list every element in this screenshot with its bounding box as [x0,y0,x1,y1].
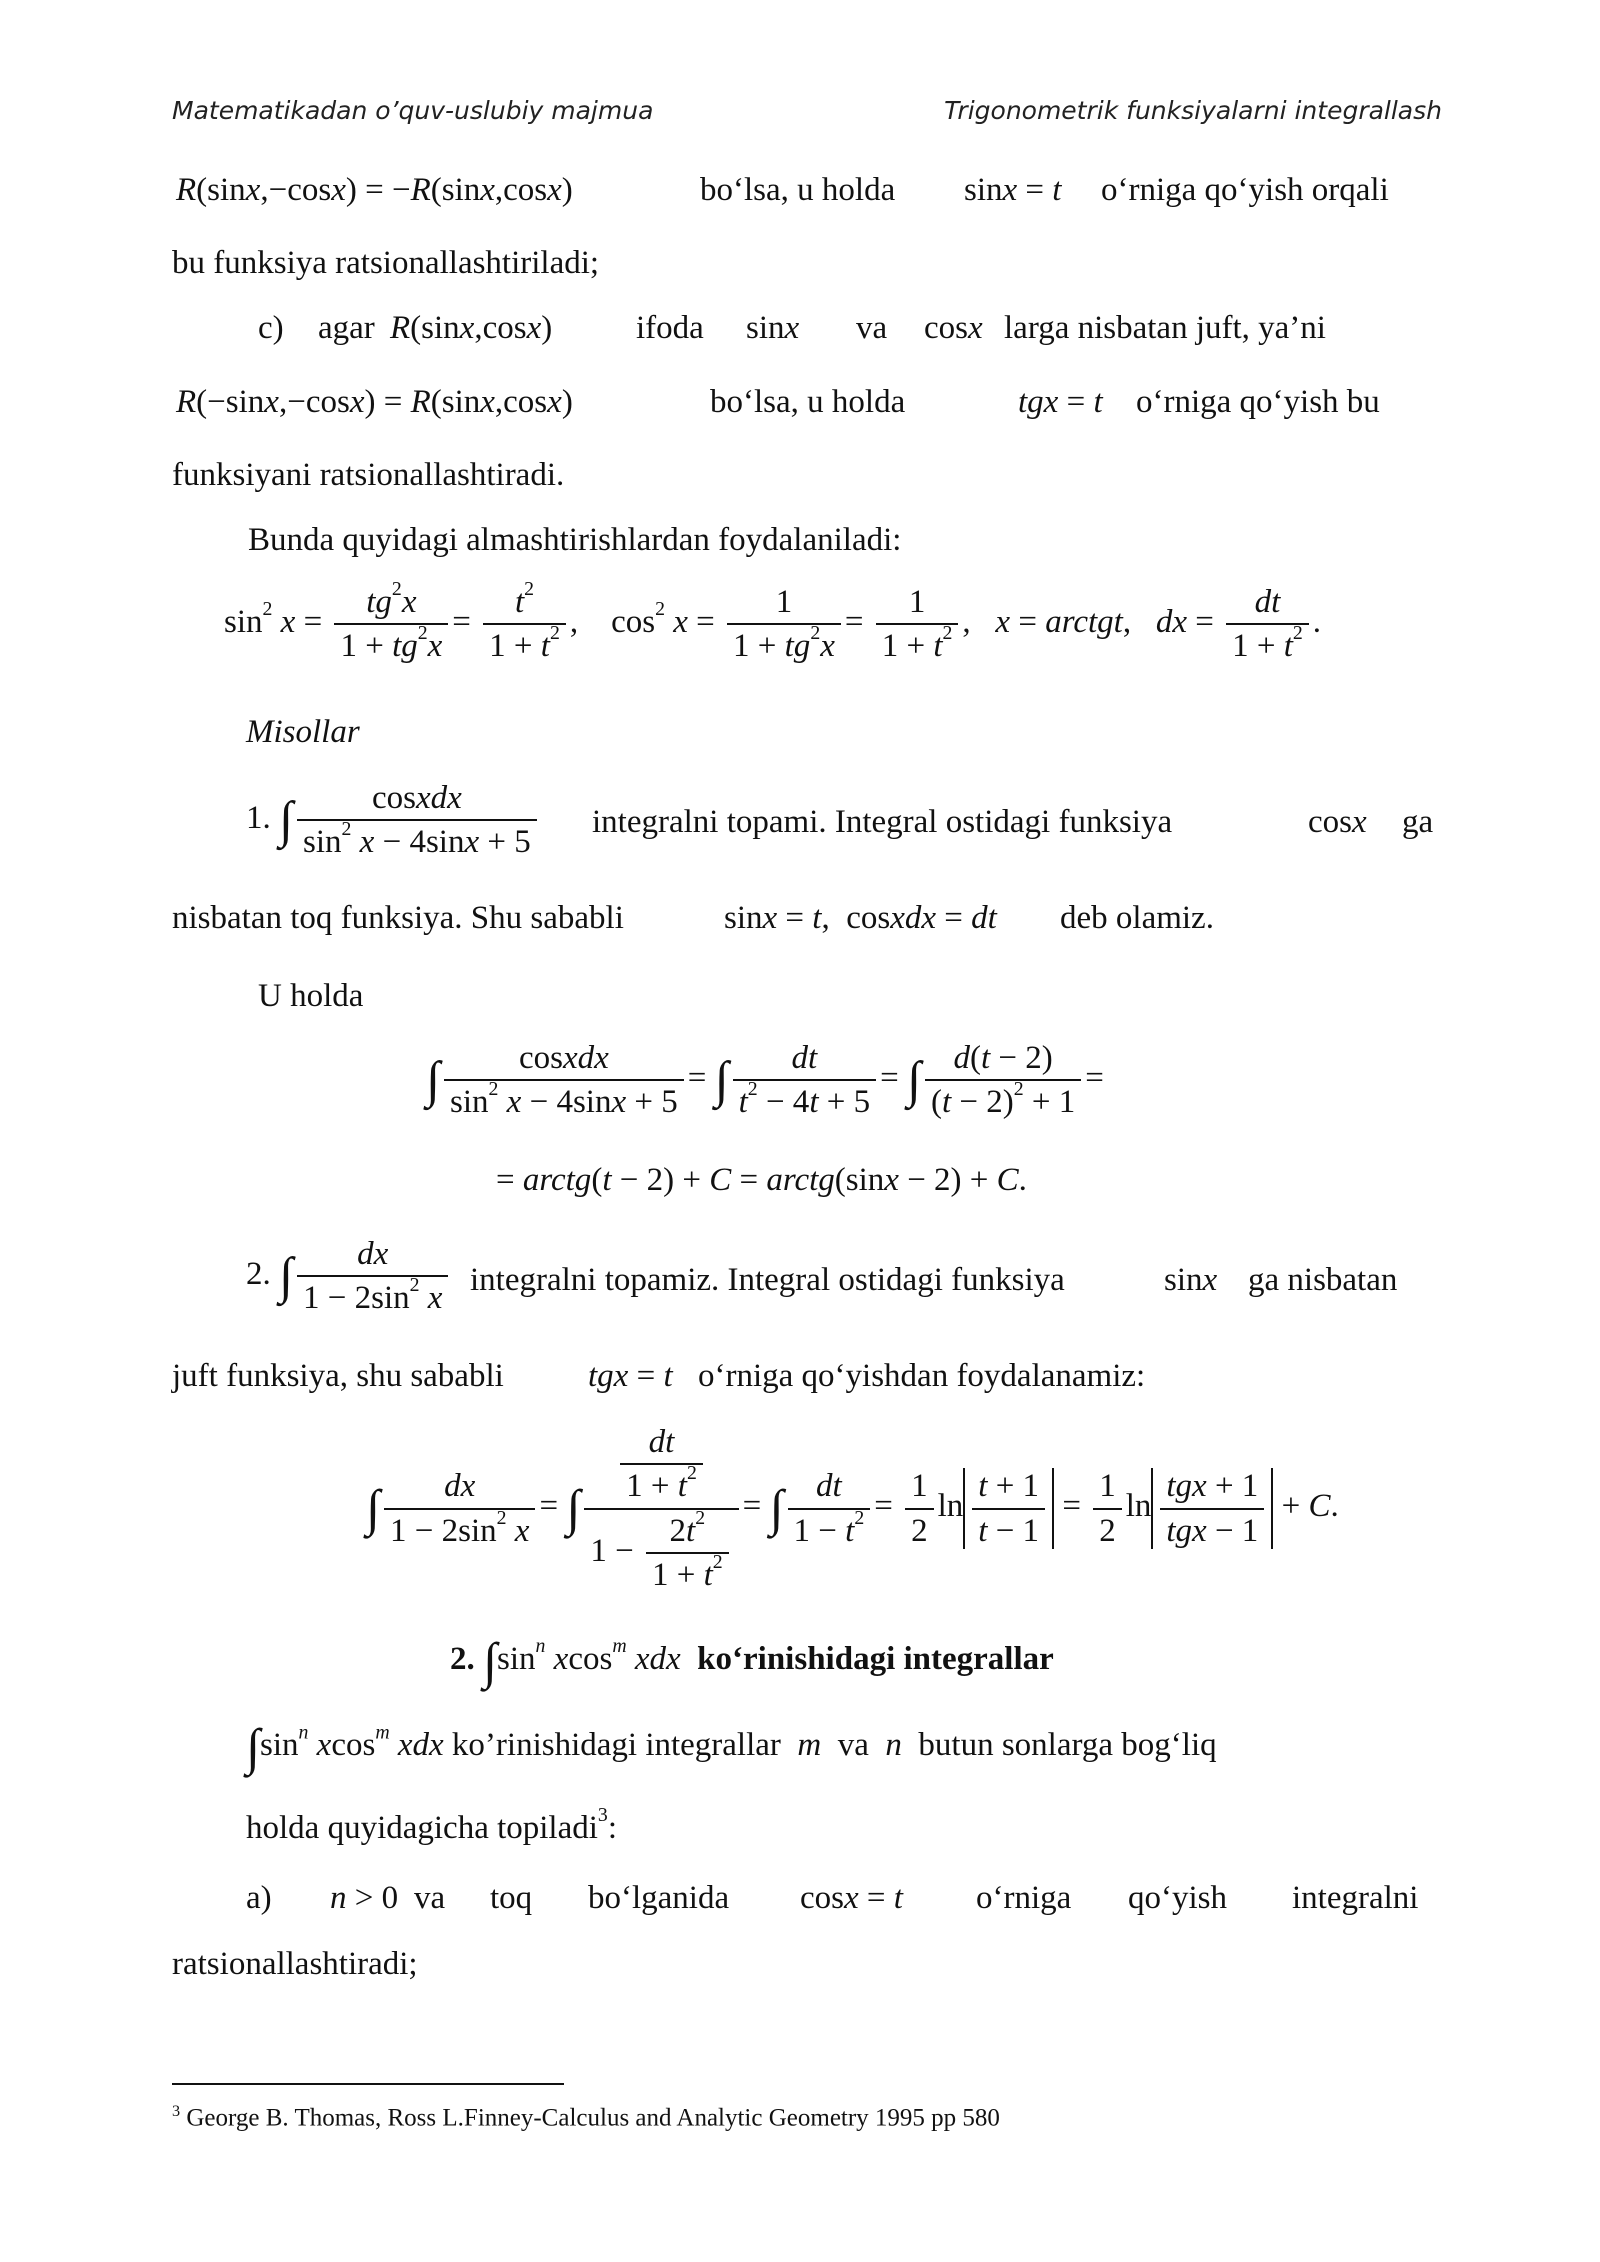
section-title: 2. $\int\sin^n$ xcos$^m$ xdx ko‘rinishidagi integrallar [450,1633,1054,1690]
formula-line-1 [176,172,573,208]
paragraph-line: funksiyani ratsionallashtiradi. [172,457,565,493]
footnote-separator [172,2083,564,2085]
paragraph-line: U holda [258,978,364,1014]
paragraph-line: holda quyidagicha topiladi$^3$: [246,1804,617,1846]
substitution-formulas: $\sin^2 x$ = $\frac{tg^2x}{1 + tg^2x}$ = $\frac{t^2}{1 + t^2}$ , $\cos^2 x$ = $\frac{1}{1 + tg^2x}$ = $\frac{1}{1 + t^2}$ , x = arctgt, dx = $\frac{dt}{1 + t^2}$ . [224,578,1322,665]
text-orniga: o‘rniga [976,1880,1072,1916]
formula-example-1-result: = arctg(t − 2) + C = arctg(sinx − 2) + C. [496,1162,1027,1198]
formula-r-odd: R(sinx,−cosx) = −R(sinx,cosx) [176,172,573,208]
example-1-line: 1. ∫ $\frac{\text{cosxdx}}{\sin^2 x - 4\sin x + 5}$ [246,780,541,861]
text-qoyish: qo‘yish [1128,1880,1227,1916]
example-number: 2. [246,1255,271,1292]
formula-r-even: R(−sinx,−cosx) = R(sinx,cosx) [176,384,573,420]
text-orniga-1: o‘rniga qo‘yish orqali [1101,172,1389,208]
formula-cosx: cosx [1308,804,1367,840]
formula-n-positive: n > 0 [330,1880,399,1916]
text-larga: larga nisbatan juft, ya’ni [1004,310,1326,346]
text-example-2-line2a: juft funksiya, shu sababli [172,1358,504,1394]
paragraph-line: ratsionallashtiradi; [172,1946,418,1982]
text-example-2-line2b: o‘rniga qo‘yishdan foydalanamiz: [698,1358,1146,1394]
formula-example-1-solution: ∫ $\frac{\text{cosxdx}}{\sin^2 x - 4\sin x + 5}$ = ∫ $\frac{dt}{t^2 - 4t + 5}$ = ∫ $\frac{d(t - 2)}{(t - 2)^2 + 1}$ = [426,1040,1104,1121]
footnote [172,2102,1000,2132]
header-left: Matematikadan o’quv-uslubiy majmua [172,96,654,125]
text-bolsa-2: bo‘lsa, u holda [710,384,906,420]
paragraph-line: Bunda quyidagi almashtirishlardan foydalaniladi: [248,522,902,558]
example-2-line: 2. ∫ $\frac{dx}{1 - 2\sin^2 x}$ [246,1236,452,1317]
paragraph-line: $\int\sin^n$ xcos$^m$ xdx ko’rinishidagi integrallar m va n butun sonlarga bog‘liq [246,1719,1217,1776]
formula-cosx: cosx [924,310,983,346]
text-bolsa-1: bo‘lsa, u holda [700,172,896,208]
item-label-c: c) [258,310,284,346]
formula-tgx-t: tgx = t [588,1358,673,1394]
section-heading-examples: Misollar [246,714,360,750]
text-va: va [414,1880,446,1916]
example-number: 1. [246,799,271,836]
formula-example-2-solution: ∫ $\frac{dx}{1 - 2\sin^2 x}$ = ∫ $\frac{dt}{1 + t^2}$ 1 − $\frac{2t^2}{1 + t^2}$ = ∫ $\frac{dt}{1 - t^2}$ = $\frac{1}{2}$ ln $\frac{t + 1}{t - 1}$ = $\frac{1}{2}$ ln $\frac{\text{tgx + 1}}{\text{tgx − 1}}$ + C. [366,1424,1339,1593]
text-ga: ga [1402,804,1434,840]
formula-sinx: sinx [746,310,800,346]
text-orniga-2: o‘rniga qo‘yish bu [1136,384,1380,420]
text-bolganida: bo‘lganida [588,1880,730,1916]
footnote-text: George B. Thomas, Ross L.Finney-Calculus and Analytic Geometry 1995 pp 580 [186,2104,1000,2132]
header-right: Trigonometrik funksiyalarni integrallash [944,96,1442,125]
footnote-reference[interactable]: 3 [597,1804,608,1827]
text-agar: agar [318,310,375,346]
formula-substitution: sinx = t, cosxdx = dt [724,900,997,936]
formula-sinx: sinx [1164,1262,1218,1298]
footnote-mark: 3 [172,2102,181,2120]
item-label-a: a) [246,1880,272,1916]
section-title-text: ko‘rinishidagi integrallar [697,1641,1054,1678]
formula-sinx-t: sinx = t [964,172,1062,208]
text-ga-nisbatan: ga nisbatan [1248,1262,1398,1298]
formula-tgx-t: tgx = t [1018,384,1103,420]
text-integralni: integralni [1292,1880,1419,1916]
formula-cosx-t: cosx = t [800,1880,903,1916]
text-va: va [856,310,888,346]
formula-r: R(sinx,cosx) [390,310,553,346]
paragraph-line: bu funksiya ratsionallashtiriladi; [172,245,600,281]
text-toq: toq [490,1880,533,1916]
text-ifoda: ifoda [636,310,704,346]
text-example-2: integralni topamiz. Integral ostidagi funksiya [470,1262,1065,1298]
text-example-1-line2b: deb olamiz. [1060,900,1214,936]
text-example-1: integralni topami. Integral ostidagi funksiya [592,804,1173,840]
section-number: 2. [450,1641,475,1678]
text-example-1-line2a: nisbatan toq funksiya. Shu sababli [172,900,624,936]
